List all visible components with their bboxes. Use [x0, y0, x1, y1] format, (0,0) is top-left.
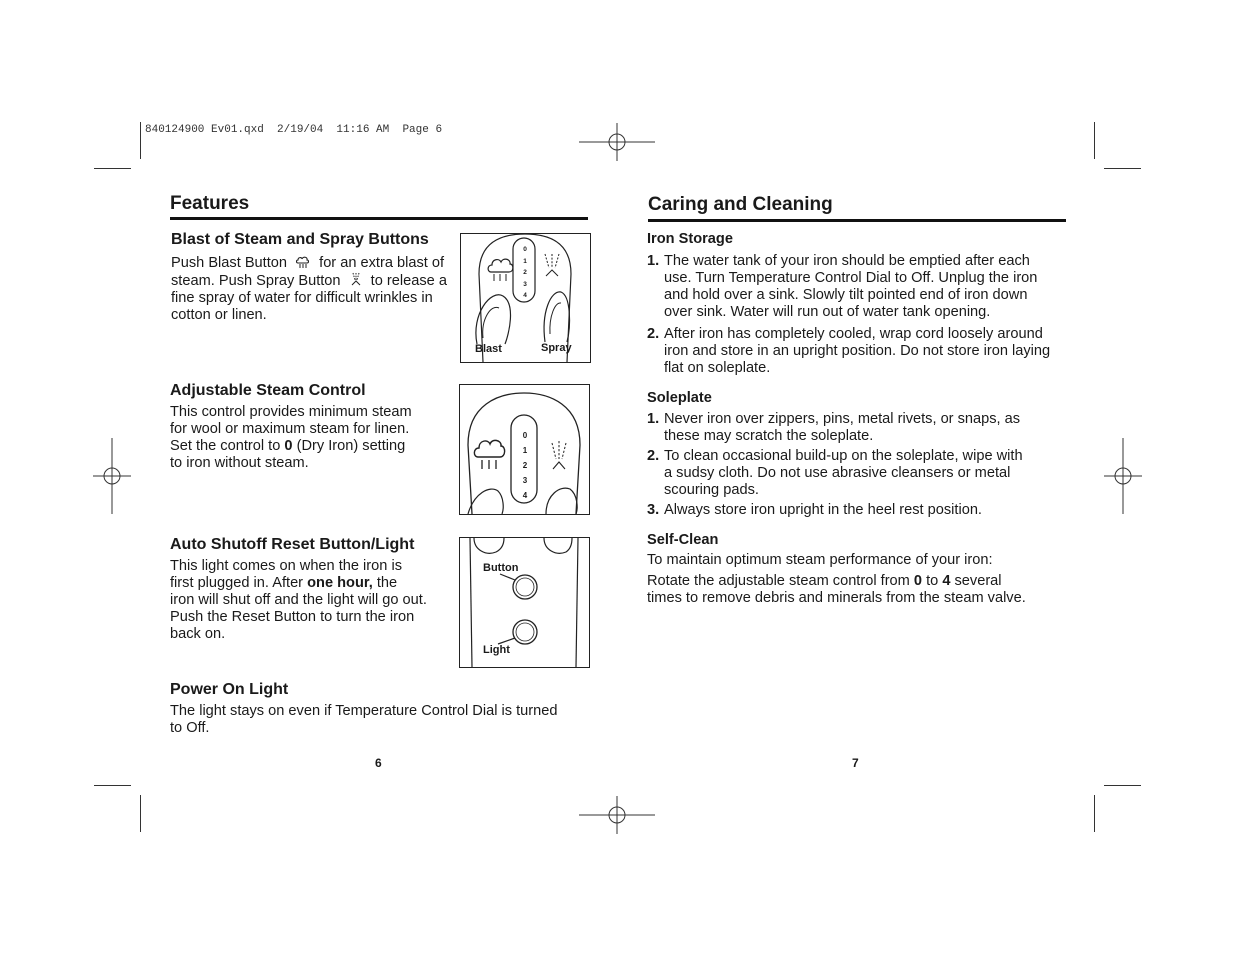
- registration-mark-top: [579, 123, 655, 161]
- caring-title: Caring and Cleaning: [648, 194, 833, 215]
- button-figure-label: Button: [483, 562, 519, 574]
- shutoff-text: This light comes on when the iron is first plugged in. After one hour, the iron will shut off and the light will go out. Push the Reset Button to turn the iron back on.: [170, 558, 427, 642]
- blast-spray-figure: [460, 233, 591, 363]
- power-text: The light stays on even if Temperature Control Dial is turned to Off.: [170, 703, 558, 736]
- features-rule: [170, 217, 588, 220]
- page-number-left: 6: [375, 756, 382, 770]
- steam-text: This control provides minimum steam for wool or maximum steam for linen. Set the control to 0 (Dry Iron) setting to iron without steam.: [170, 404, 412, 471]
- steam-dial-numbers: 0 1 2 3 4: [522, 431, 528, 500]
- soleplate-item-1: 1. Never iron over zippers, pins, metal rivets, or snaps, as these may scratch the soleplate.: [647, 411, 1021, 444]
- shutoff-heading: Auto Shutoff Reset Button/Light: [170, 536, 415, 553]
- blast-spray-dial: 0 1 2 3 4: [523, 246, 527, 299]
- steam-heading: Adjustable Steam Control: [170, 382, 366, 399]
- spray-icon: [349, 272, 363, 287]
- caring-rule: [648, 219, 1066, 222]
- light-figure-label: Light: [483, 644, 510, 656]
- features-title: Features: [170, 193, 250, 214]
- page-number-right: 7: [852, 756, 859, 770]
- self-clean-text-1: To maintain optimum steam performance of your iron:: [647, 552, 993, 568]
- iron-storage-heading: Iron Storage: [647, 231, 733, 247]
- steam-blast-icon: [295, 254, 311, 269]
- registration-mark-left: [93, 438, 131, 514]
- reset-button-illustration: [460, 538, 589, 667]
- registration-mark-bottom: [579, 796, 655, 834]
- shutoff-figure: [459, 537, 590, 668]
- blast-figure-label: Blast: [475, 343, 502, 355]
- soleplate-item-3: 3. Always store iron upright in the heel rest position.: [647, 502, 982, 518]
- spray-figure-label: Spray: [541, 342, 572, 354]
- storage-item-1: 1. The water tank of your iron should be emptied after each use. Turn Temperature Control Dial to Off. Unplug the iron and hold over a sink. Slowly tilt pointed end of iron down over sink. Water will run out of water tank opening.: [647, 253, 1038, 320]
- self-clean-heading: Self-Clean: [647, 532, 719, 548]
- slug-line: 840124900 Ev01.qxd 2/19/04 11:16 AM Page 6: [145, 124, 443, 136]
- soleplate-heading: Soleplate: [647, 390, 712, 406]
- blast-text: Push Blast Button for an extra blast of steam. Push Spray Button to release a fine spray of water for difficult wrinkles in cotton or linen.: [171, 255, 447, 323]
- storage-item-2: 2. After iron has completely cooled, wrap cord loosely around iron and store in an upright position. Do not store iron laying flat on soleplate.: [647, 326, 1051, 376]
- soleplate-item-2: 2. To clean occasional build-up on the soleplate, wipe with a sudsy cloth. Do not use abrasive cleansers or metal scouring pads.: [647, 448, 1023, 498]
- registration-mark-right: [1104, 438, 1142, 514]
- power-heading: Power On Light: [170, 681, 289, 698]
- steam-control-figure: [459, 384, 590, 515]
- self-clean-text-2: Rotate the adjustable steam control from 0 to 4 several times to remove debris and minerals from the steam valve.: [647, 573, 1026, 606]
- blast-heading: Blast of Steam and Spray Buttons: [171, 231, 429, 248]
